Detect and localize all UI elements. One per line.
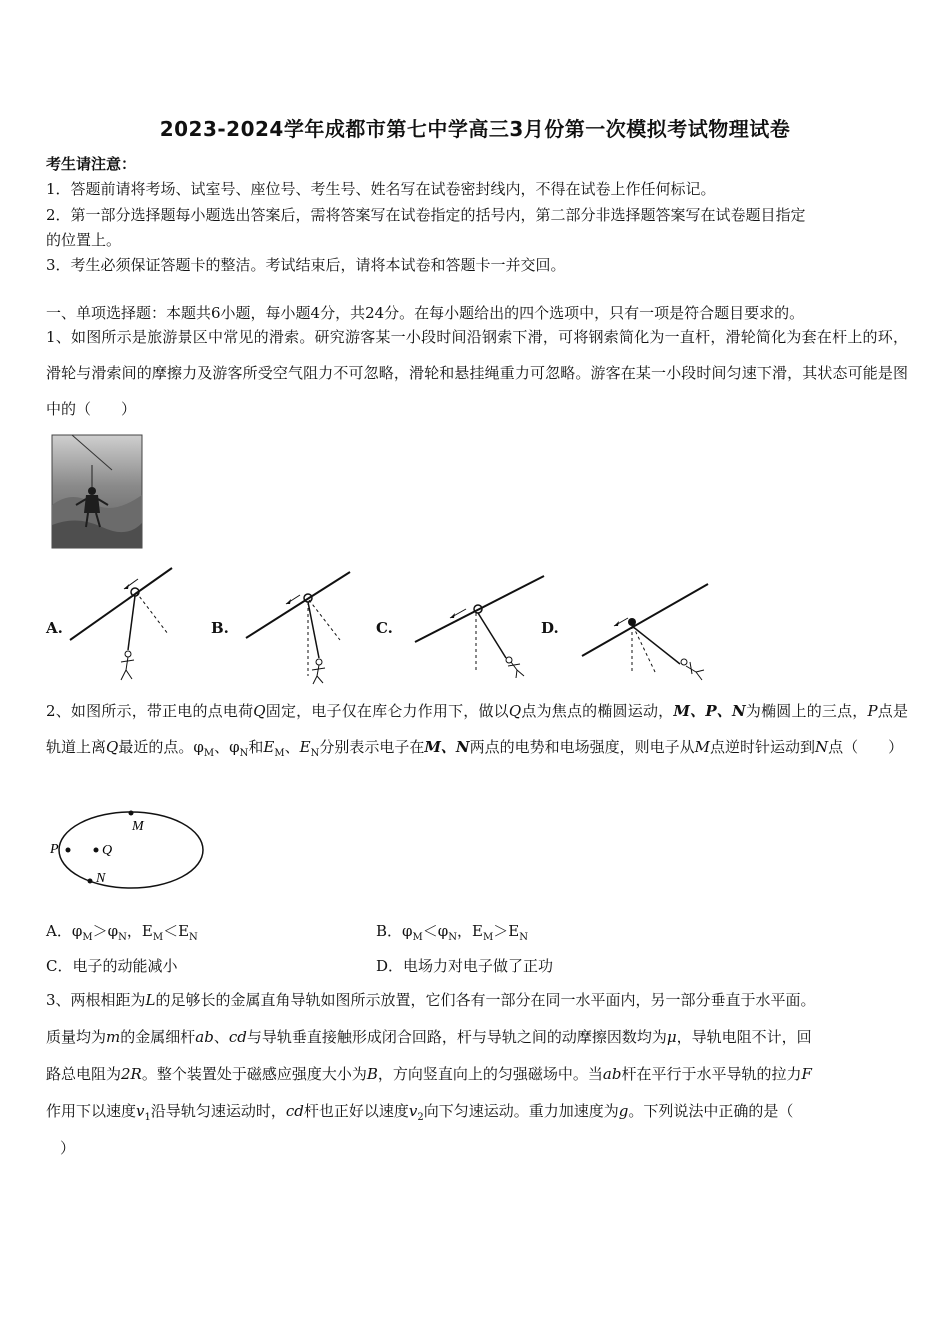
question-2-text: 2、如图所示，带正电的点电荷Q固定，电子仅在库仑力作用下，做以Q点为焦点的椭圆运动，M、P、N为椭圆上的三点，P点是轨道上离Q最近的点。$\varphi_M$、$\varphi_N$和$E_M$、$E_N$分别表示电子在M、N两点的电势和电场强度，则电子从M点逆时针运动到N点（ ） [46, 702, 908, 759]
q1-option-a-label: A. [46, 619, 63, 637]
q2-option-a: A．$\varphi_M>\varphi_N$，$E_M<E_N$ [46, 922, 198, 943]
q3-line-3: 路总电阻为2R。整个装置处于磁感应强度大小为B，方向竖直向上的匀强磁场中。当ab杆在平行于水平导轨的拉力F [46, 1065, 812, 1083]
label-n: N [96, 871, 106, 886]
label-q: Q [102, 843, 113, 858]
q3-line-5: ） [60, 1139, 76, 1157]
notice-item-2-cont: 的位置上。 [46, 231, 122, 249]
q3-line-2: 质量均为m的金属细杆ab、cd与导轨垂直接触形成闭合回路，杆与导轨之间的动摩擦因数均为μ，导轨电阻不计，回 [46, 1028, 812, 1046]
q1-option-c-label: C. [376, 619, 393, 637]
q1-option-b-label: B. [211, 619, 229, 637]
q1-diagram-a [66, 562, 186, 687]
q1-diagram-b [244, 566, 364, 691]
notice-item-3: 3．考生必须保证答题卡的整洁。考试结束后，请将本试卷和答题卡一并交回。 [46, 256, 566, 274]
section-heading: 一、单项选择题：本题共6小题，每小题4分，共24分。在每小题给出的四个选项中，只有一项是符合题目要求的。 [46, 304, 805, 322]
q1-diagram-c [412, 570, 547, 680]
q1-diagram-d [580, 576, 715, 686]
q1-option-d-label: D. [541, 619, 559, 637]
zipline-photo [52, 435, 142, 548]
question-1-text: 1、如图所示是旅游景区中常见的滑索。研究游客某一小段时间沿钢索下滑，可将钢索简化为一直杆，滑轮简化为套在杆上的环，滑轮与滑索间的摩擦力及游客所受空气阻力不可忽略，滑轮和悬挂绳重力可忽略。游客在某一小段时间匀速下滑，其状态可能是图中的（ ） [46, 328, 908, 418]
q2-ellipse-diagram [44, 808, 204, 898]
page-title: 2023-2024学年成都市第七中学高三3月份第一次模拟考试物理试卷 [159, 117, 791, 141]
q3-line-4: 作用下以速度$v_1$沿导轨匀速运动时，cd杆也正好以速度$v_2$向下匀速运动。重力加速度为g。下列说法中正确的是（ [46, 1102, 794, 1123]
q3-line-1: 3、两根相距为L的足够长的金属直角导轨如图所示放置，它们各有一部分在同一水平面内，另一部分垂直于水平面。 [46, 991, 816, 1009]
label-m: M [132, 819, 144, 834]
notice-item-1: 1．答题前请将考场、试室号、座位号、考生号、姓名写在试卷密封线内，不得在试卷上作任何标记。 [46, 180, 716, 198]
notice-item-2: 2．第一部分选择题每小题选出答案后，需将答案写在试卷指定的括号内，第二部分非选择题答案写在试卷题目指定 [46, 206, 806, 224]
q2-option-d: D．电场力对电子做了正功 [376, 957, 554, 975]
q2-option-c: C．电子的动能减小 [46, 957, 178, 975]
notice-heading: 考生请注意： [46, 155, 137, 173]
q2-option-b: B．$\varphi_M<\varphi_N$，$E_M>E_N$ [376, 922, 528, 943]
label-p: P [50, 842, 59, 857]
